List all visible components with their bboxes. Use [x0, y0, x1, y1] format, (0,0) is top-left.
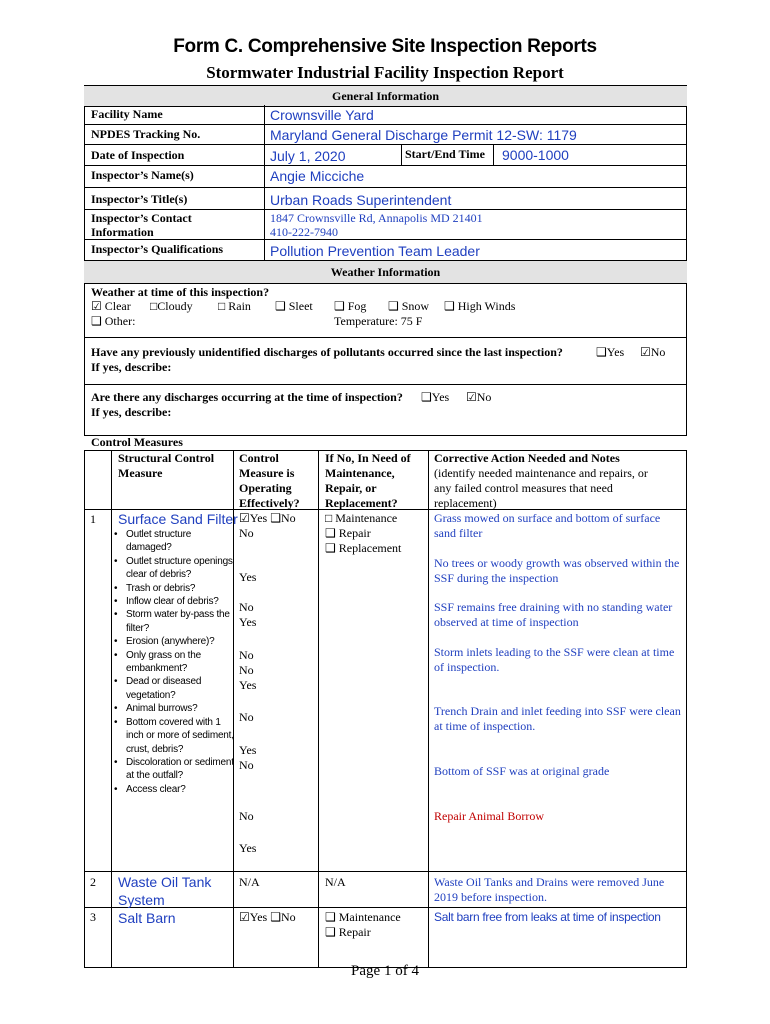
row1-value: No: [239, 648, 254, 662]
row3-maintenance-checkbox[interactable]: ❑ Maintenance: [325, 910, 401, 924]
row1-note[interactable]: Storm inlets leading to the SSF were clean at time of inspection.: [434, 645, 675, 674]
row2-note[interactable]: Waste Oil Tanks and Drains were removed June 2019 before inspection.: [434, 875, 665, 904]
row1-name[interactable]: Surface Sand Filter: [118, 511, 238, 527]
start-end-label: Start/End Time: [405, 147, 485, 161]
inspector-title-value[interactable]: Urban Roads Superintendent: [270, 192, 452, 208]
row1-first-value: No: [239, 526, 254, 540]
weather-other-checkbox[interactable]: ❑ Other:: [91, 314, 136, 328]
row1-yes-no-checkbox[interactable]: ☑Yes ❑No: [239, 511, 296, 525]
row1-value: No: [239, 758, 254, 772]
date-label: Date of Inspection: [91, 148, 185, 162]
row1-note[interactable]: No trees or woody growth was observed within the SSF during the inspection: [434, 556, 680, 585]
row1-value: No: [239, 600, 254, 614]
q2-describe: If yes, describe:: [91, 405, 172, 419]
temperature-text: Temperature: 75 F: [334, 314, 423, 328]
general-info-header: General Information: [332, 89, 439, 103]
row2-need: N/A: [325, 875, 346, 889]
q1-question: Have any previously unidentified discharges of pollutants occurred since the last inspection?: [91, 345, 563, 359]
weather-rain-checkbox[interactable]: □ Rain: [218, 299, 251, 313]
control-measures-label: Control Measures: [91, 435, 183, 449]
list-item: • Outlet structure openings clear of debris?: [110, 555, 234, 582]
weather-clear-checkbox[interactable]: ☑ Clear: [91, 299, 131, 313]
row3-name[interactable]: Salt Barn: [118, 910, 176, 926]
list-item: • Outlet structure damaged?: [110, 528, 234, 555]
q2-yes-checkbox[interactable]: ❑Yes: [421, 390, 450, 404]
list-item: • Dead or diseased vegetation?: [110, 675, 234, 702]
qualifications-value[interactable]: Pollution Prevention Team Leader: [270, 243, 480, 259]
facility-name-value[interactable]: Crownsville Yard: [270, 107, 374, 123]
weather-cloudy-checkbox[interactable]: □Cloudy: [150, 299, 193, 313]
list-item: • Discoloration or sediment at the outfall?: [110, 756, 234, 783]
q2-no-checkbox[interactable]: ☑No: [466, 390, 492, 404]
row2-status: N/A: [239, 875, 260, 889]
row2-name-line1[interactable]: Waste Oil Tank: [118, 874, 212, 890]
contact-phone[interactable]: 410-222-7940: [270, 225, 338, 239]
date-value[interactable]: July 1, 2020: [270, 148, 346, 164]
row2-name-line2[interactable]: System: [118, 892, 165, 908]
row1-value: No: [239, 809, 254, 823]
start-end-value[interactable]: 9000-1000: [502, 147, 569, 163]
row1-value: Yes: [239, 678, 257, 692]
row1-note[interactable]: Grass mowed on surface and bottom of surface sand filter: [434, 511, 661, 540]
row3-note[interactable]: Salt barn free from leaks at time of inspection: [434, 910, 661, 924]
row3-number: 3: [90, 910, 96, 924]
row1-note[interactable]: SSF remains free draining with no standing water observed at time of inspection: [434, 600, 673, 629]
weather-sleet-checkbox[interactable]: ❑ Sleet: [275, 299, 313, 313]
contact-label-line2: Information: [91, 225, 154, 239]
weather-high-winds-checkbox[interactable]: ❑ High Winds: [444, 299, 516, 313]
page-title: Form C. Comprehensive Site Inspection Reports: [173, 36, 597, 57]
q2-question: Are there any discharges occurring at the time of inspection?: [91, 390, 403, 404]
row1-maintenance-checkbox[interactable]: □ Maintenance: [325, 511, 398, 525]
row1-note[interactable]: Trench Drain and inlet feeding into SSF were clean at time of inspection.: [434, 704, 681, 733]
facility-name-label: Facility Name: [91, 107, 163, 121]
row1-value: Yes: [239, 570, 257, 584]
q1-yes-checkbox[interactable]: ❑Yes: [596, 345, 625, 359]
row1-note[interactable]: Bottom of SSF was at original grade: [434, 764, 610, 778]
page-subtitle: Stormwater Industrial Facility Inspection Report: [206, 63, 564, 82]
row1-repair-checkbox[interactable]: ❑ Repair: [325, 526, 371, 540]
list-item: • Erosion (anywhere)?: [110, 635, 234, 648]
row1-replacement-checkbox[interactable]: ❑ Replacement: [325, 541, 402, 555]
row1-value: Yes: [239, 743, 257, 757]
q1-describe: If yes, describe:: [91, 360, 172, 374]
col-need-header: If No, In Need of Maintenance, Repair, or Replacement?: [325, 451, 411, 510]
list-item: • Animal burrows?: [110, 702, 234, 715]
inspector-name-label: Inspector’s Name(s): [91, 168, 194, 182]
npdes-label: NPDES Tracking No.: [91, 127, 201, 141]
list-item: • Inflow clear of debris?: [110, 595, 234, 608]
list-item: • Only grass on the embankment?: [110, 649, 234, 676]
row2-number: 2: [90, 875, 96, 889]
contact-address[interactable]: 1847 Crownsville Rd, Annapolis MD 21401: [270, 211, 483, 225]
row1-value: No: [239, 663, 254, 677]
list-item: • Storm water by-pass the filter?: [110, 608, 234, 635]
weather-header: Weather Information: [330, 265, 441, 279]
weather-question: Weather at time of this inspection?: [91, 285, 270, 299]
row3-yes-no-checkbox[interactable]: ☑Yes ❑No: [239, 910, 296, 924]
row1-value: No: [239, 710, 254, 724]
row1-value: Yes: [239, 841, 257, 855]
row1-number: 1: [90, 512, 96, 526]
inspector-title-label: Inspector’s Title(s): [91, 192, 188, 206]
general-col-divider: [264, 105, 265, 260]
npdes-value[interactable]: Maryland General Discharge Permit 12-SW: 1179: [270, 127, 577, 143]
q1-no-checkbox[interactable]: ☑No: [640, 345, 666, 359]
weather-snow-checkbox[interactable]: ❑ Snow: [388, 299, 430, 313]
row1-checklist: [110, 528, 234, 796]
weather-fog-checkbox[interactable]: ❑ Fog: [334, 299, 367, 313]
col-operating-header: Control Measure is Operating Effectively?: [239, 451, 300, 510]
col-structural-control-header: Structural Control Measure: [118, 451, 215, 480]
row1-note-repair[interactable]: Repair Animal Borrow: [434, 809, 544, 823]
inspector-name-value[interactable]: Angie Micciche: [270, 168, 365, 184]
qualifications-label: Inspector’s Qualifications: [91, 242, 224, 256]
page-number: Page 1 of 4: [351, 963, 419, 979]
col-corrective-header: Corrective Action Needed and Notes (identify needed maintenance and repairs, or any failed control measures that need replacement): [434, 451, 648, 510]
list-item: • Trash or debris?: [110, 582, 234, 595]
row3-repair-checkbox[interactable]: ❑ Repair: [325, 925, 371, 939]
list-item: • Access clear?: [110, 783, 234, 796]
row1-value: Yes: [239, 615, 257, 629]
contact-label-line1: Inspector’s Contact: [91, 211, 192, 225]
list-item: • Bottom covered with 1 inch or more of sediment, crust, debris?: [110, 716, 234, 756]
